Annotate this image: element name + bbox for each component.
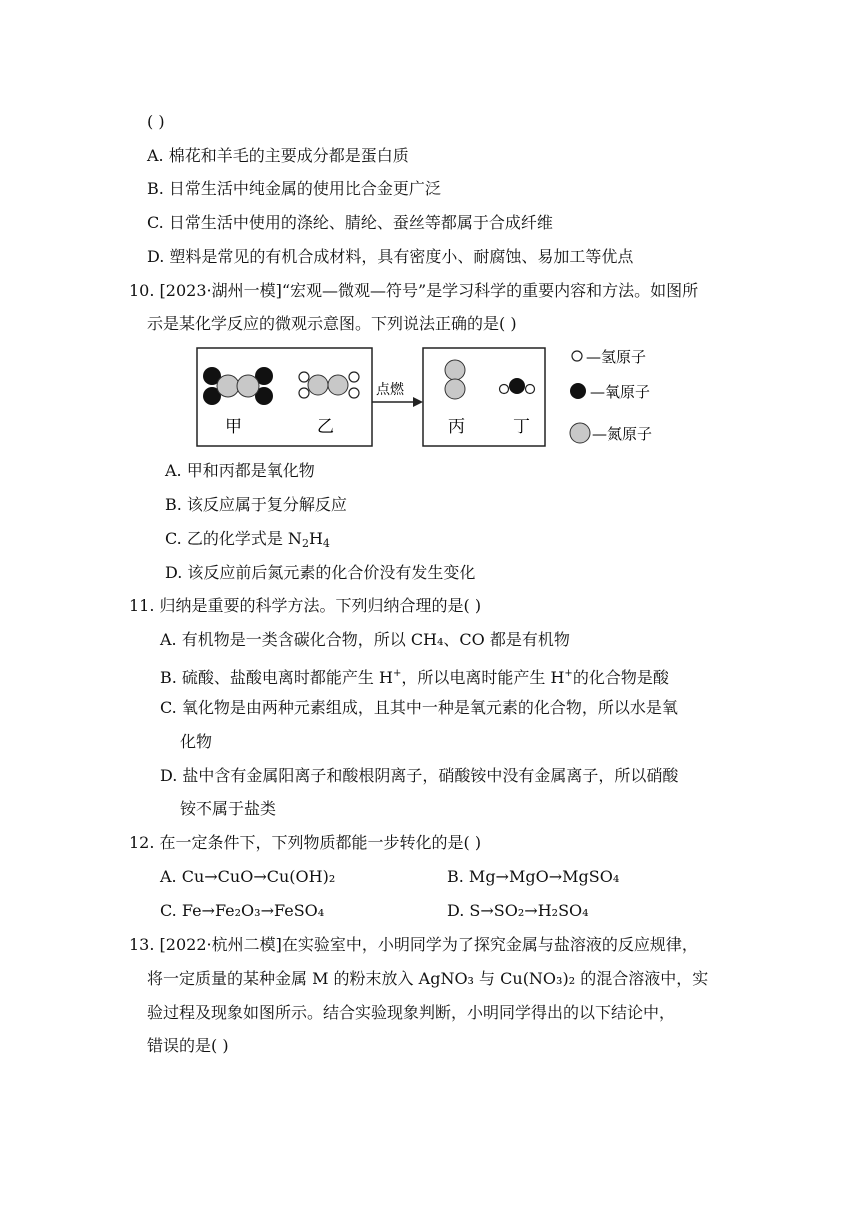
- q11-b-text1: B. 硫酸、盐酸电离时都能产生 H: [160, 668, 393, 687]
- q11-option-a: A. 有机物是一类含碳化合物，所以 CH₄、CO 都是有机物: [160, 630, 570, 649]
- legend-hydrogen: —氢原子: [586, 348, 647, 366]
- q11-option-b: [160, 663, 669, 689]
- q11-b-text2: ，所以电离时能产生 H: [401, 668, 565, 687]
- label-ding: 丁: [513, 417, 530, 437]
- q11-option-c-line1: C. 氧化物是由两种元素组成，且其中一种是氧元素的化合物，所以水是氧: [160, 698, 678, 717]
- q11-b-sup1: +: [392, 668, 402, 679]
- q11-b-sup2: +: [564, 668, 573, 679]
- label-yi: 乙: [317, 417, 334, 437]
- q10-stem-line1: 10. [2023·湖州一模]“宏观—微观—符号”是学习科学的重要内容和方法。如图所: [129, 281, 699, 300]
- q11-b-text3: 的化合物是酸: [572, 668, 669, 687]
- q12-option-b: B. Mg→MgO→MgSO₄: [447, 867, 620, 886]
- q9-option-d: D. 塑料是常见的有机合成材料，具有密度小、耐腐蚀、易加工等优点: [147, 247, 634, 266]
- molecule-jia: [203, 367, 273, 405]
- q10-c-mid: H: [308, 529, 323, 548]
- q10-option-d: D. 该反应前后氮元素的化合价没有发生变化: [165, 563, 476, 582]
- label-bing: 丙: [448, 417, 465, 437]
- q9-option-b: B. 日常生活中纯金属的使用比合金更广泛: [147, 179, 441, 198]
- q10-option-b: B. 该反应属于复分解反应: [165, 495, 347, 514]
- q11-option-d-line1: D. 盐中含有金属阳离子和酸根阴离子，硝酸铵中没有金属离子，所以硝酸: [160, 766, 679, 785]
- q9-option-c: C. 日常生活中使用的涤纶、腈纶、蚕丝等都属于合成纤维: [147, 213, 553, 232]
- q10-stem-line2: 示是某化学反应的微观示意图。下列说法正确的是( ): [147, 314, 517, 333]
- reaction-diagram: [190, 342, 680, 454]
- q10-c-sub2: 4: [322, 537, 330, 550]
- q12-stem: 12. 在一定条件下，下列物质都能一步转化的是( ): [129, 833, 482, 852]
- q11-option-c-line2: 化物: [180, 732, 213, 751]
- molecule-bing: [445, 360, 465, 399]
- q12-option-a: A. Cu→CuO→Cu(OH)₂: [160, 867, 336, 886]
- q10-c-sub1: 2: [301, 537, 309, 550]
- q13-stem-line1: 13. [2022·杭州二模]在实验室中，小明同学为了探究金属与盐溶液的反应规律，: [129, 935, 698, 954]
- q12-option-d: D. S→SO₂→H₂SO₄: [447, 901, 589, 920]
- q13-stem-line4: 错误的是( ): [147, 1036, 229, 1055]
- q11-option-d-line2: 铵不属于盐类: [180, 799, 277, 818]
- q11-stem: 11. 归纳是重要的科学方法。下列归纳合理的是( ): [129, 596, 482, 615]
- label-jia: 甲: [225, 417, 242, 437]
- q13-stem-line2: 将一定质量的某种金属 M 的粉末放入 AgNO₃ 与 Cu(NO₃)₂ 的混合溶液中，实: [147, 969, 709, 988]
- legend-oxygen: —氧原子: [590, 383, 651, 401]
- q9-option-a: A. 棉花和羊毛的主要成分都是蛋白质: [147, 146, 409, 165]
- q10-c-text: C. 乙的化学式是 N: [165, 529, 302, 548]
- q9-answer-blank: ( ): [147, 112, 165, 131]
- molecule-yi: [299, 372, 359, 398]
- q13-stem-line3: 验过程及现象如图所示。结合实验现象判断，小明同学得出的以下结论中，: [147, 1003, 676, 1022]
- arrow-label: 点燃: [376, 382, 404, 398]
- legend-nitrogen: —氮原子: [592, 425, 653, 443]
- q12-option-c: C. Fe→Fe₂O₃→FeSO₄: [160, 901, 325, 920]
- legend: [570, 348, 652, 443]
- reactants-box: [197, 348, 372, 446]
- q10-option-a: A. 甲和丙都是氧化物: [165, 461, 315, 480]
- molecule-ding: [500, 378, 535, 394]
- q10-option-c: [165, 528, 330, 555]
